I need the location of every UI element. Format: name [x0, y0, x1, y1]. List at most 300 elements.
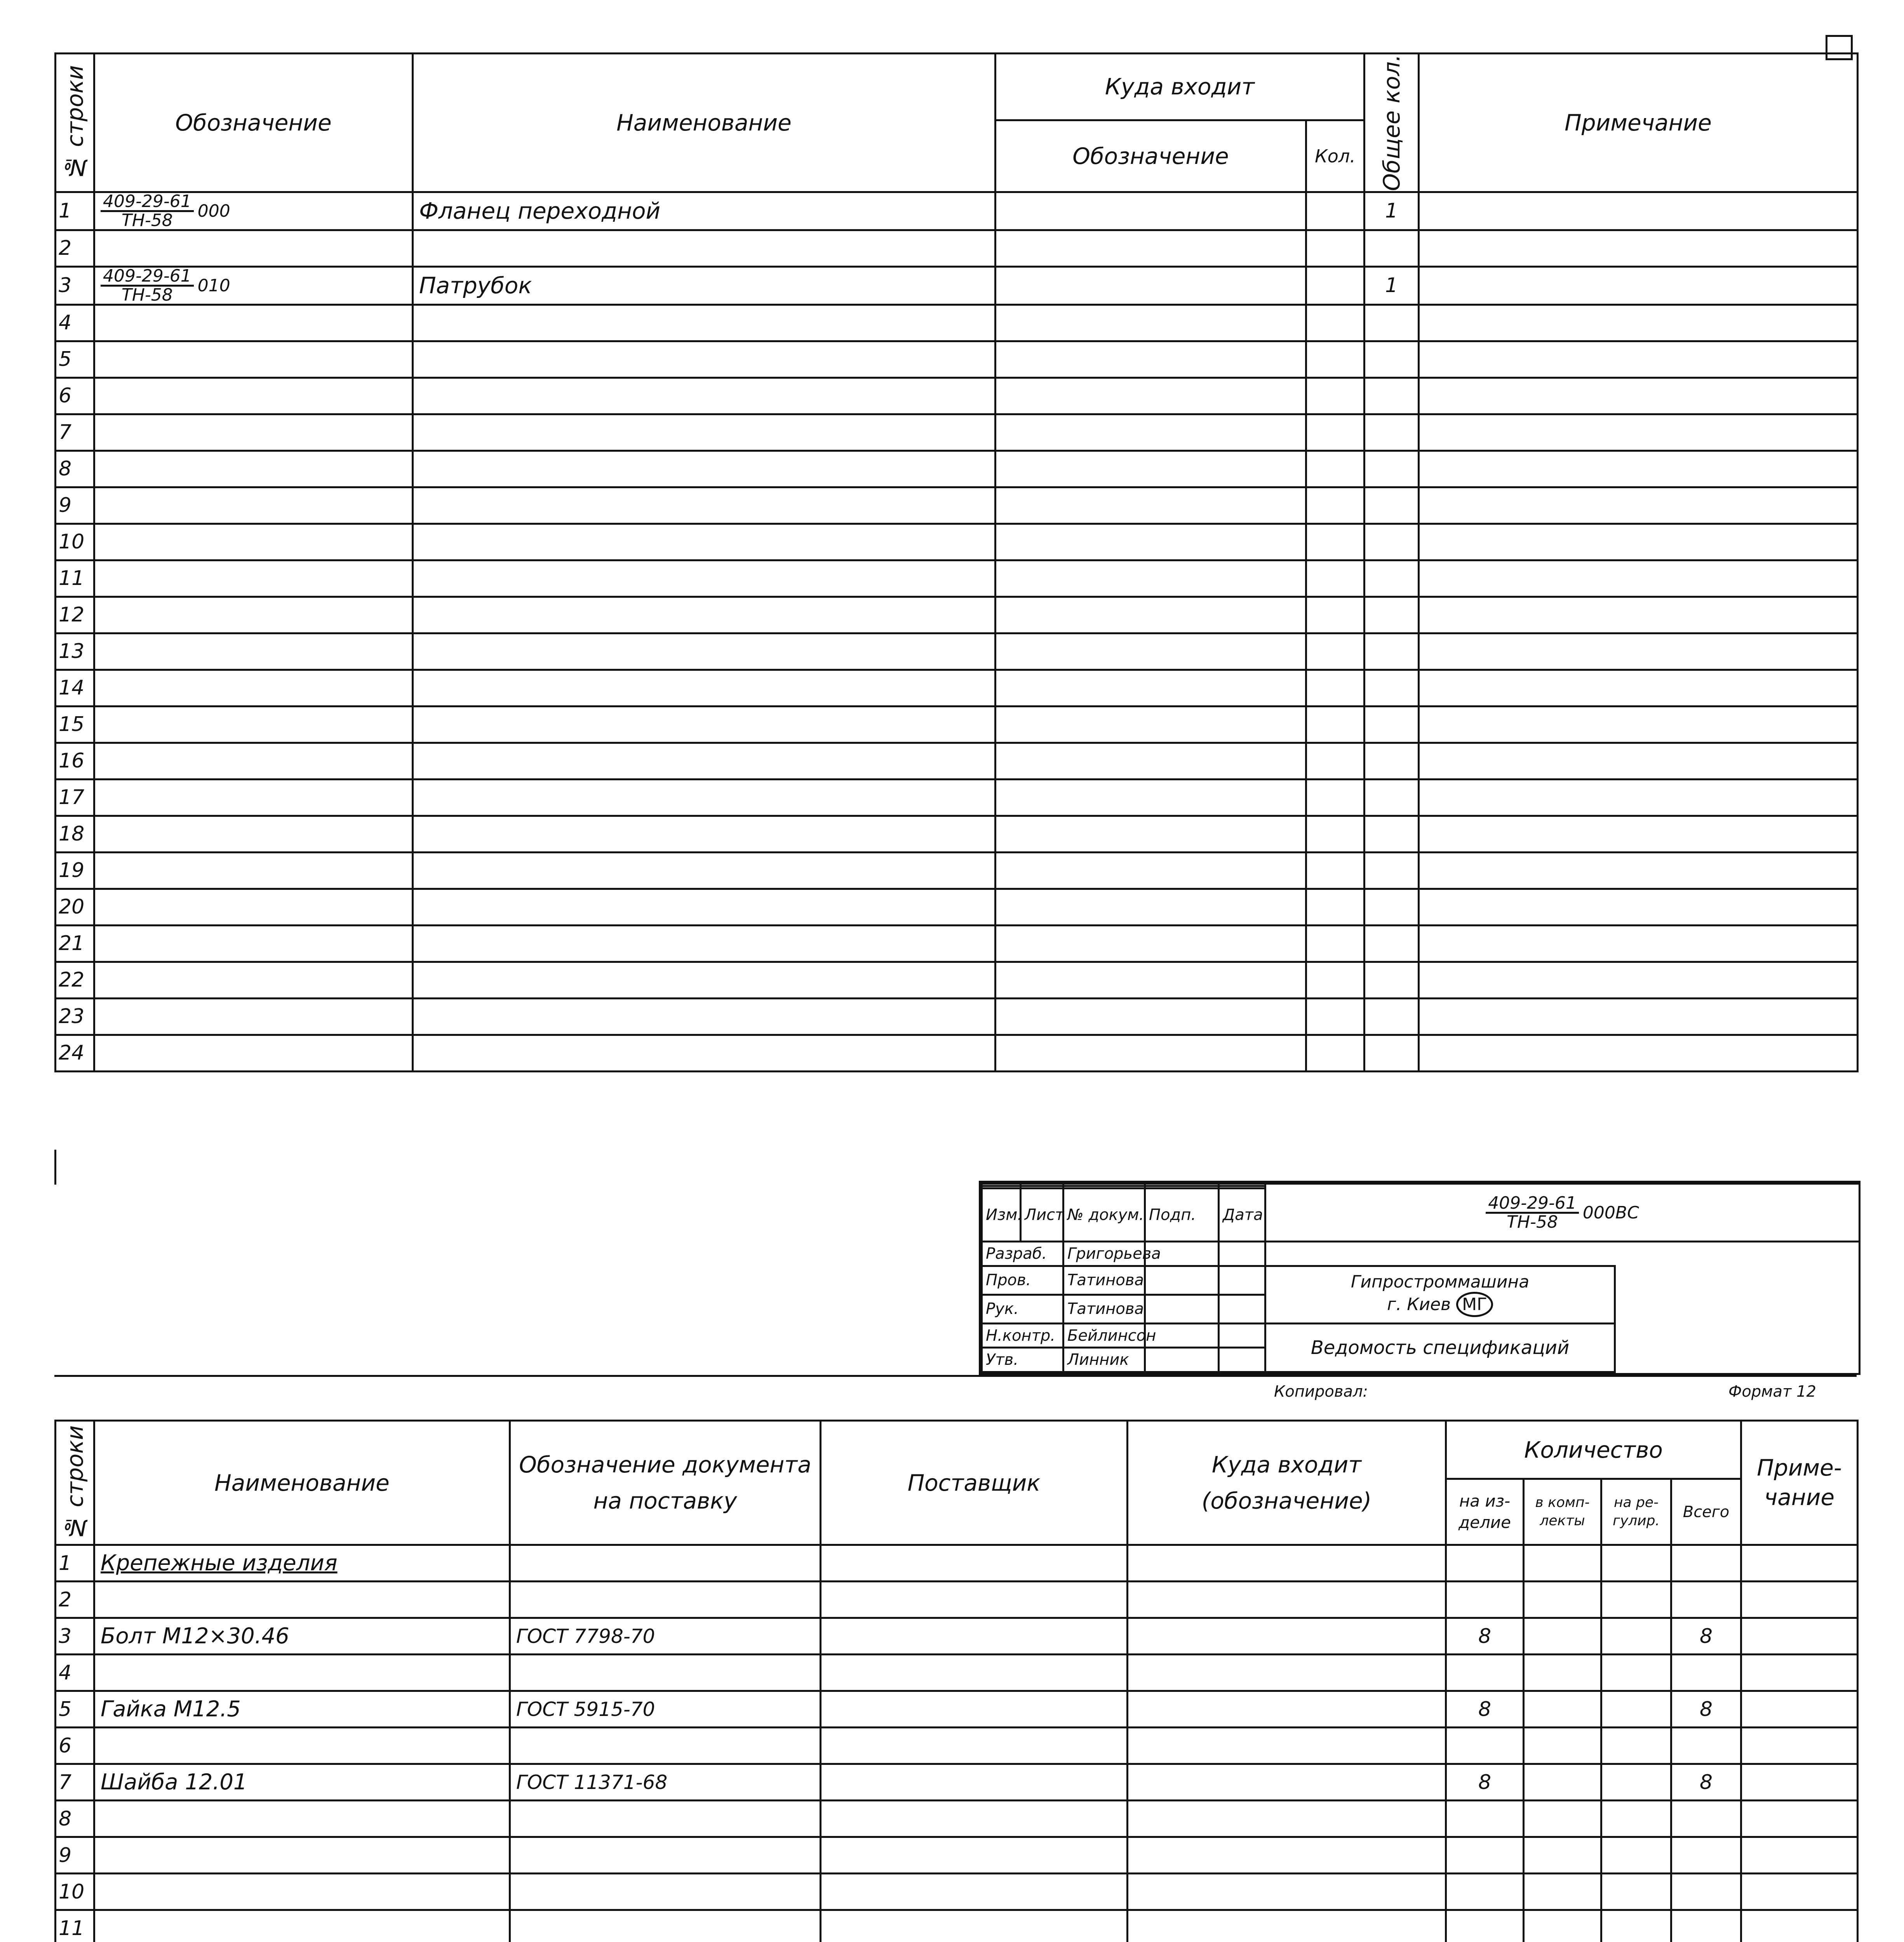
- where-qty-cell: [1306, 560, 1364, 597]
- note-cell: [1419, 451, 1858, 487]
- name-cell: [413, 816, 996, 852]
- header-designation: Обозначение: [94, 54, 413, 192]
- row-number: 19: [56, 852, 94, 889]
- stamp-date: [1219, 1242, 1265, 1266]
- table-row: [56, 779, 1858, 816]
- item-name-cell: Болт М12×30.46: [94, 1618, 510, 1655]
- note-cell: [1419, 597, 1858, 633]
- designation-cell: [94, 487, 413, 524]
- row-number: 23: [56, 998, 94, 1035]
- name-cell: [413, 305, 996, 341]
- copied-label: Копировал:: [1274, 1383, 1368, 1401]
- where-qty-cell: [1306, 743, 1364, 779]
- designation-cell: [94, 524, 413, 560]
- row-number: 14: [56, 670, 94, 706]
- header-note-2: Приме-чание: [1741, 1421, 1858, 1545]
- designation-fraction: [101, 268, 194, 304]
- where-cell: [1128, 1691, 1446, 1728]
- row-number: 5: [56, 1691, 94, 1728]
- item-name-cell: Шайба 12.01: [94, 1764, 510, 1801]
- header-row-no: № строки: [56, 54, 94, 192]
- purchased-items-rows: [56, 1545, 1858, 1942]
- where-cell: [1128, 1874, 1446, 1910]
- designation-numerator: 409-29-61: [101, 268, 194, 287]
- designation-cell: [94, 1035, 413, 1071]
- qty-total-cell: 8: [1671, 1691, 1741, 1728]
- item-name-cell: [94, 1728, 510, 1764]
- qty-total-cell: [1671, 1801, 1741, 1837]
- where-designation-cell: [996, 451, 1306, 487]
- designation-cell: [94, 597, 413, 633]
- where-designation-cell: [996, 670, 1306, 706]
- table-row: [56, 1691, 1858, 1728]
- note-cell: [1419, 341, 1858, 378]
- table-row: [56, 1801, 1858, 1837]
- where-qty-cell: [1306, 1035, 1364, 1071]
- item-name-cell: Крепежные изделия: [94, 1545, 510, 1582]
- name-cell: [413, 597, 996, 633]
- where-qty-cell: [1306, 998, 1364, 1035]
- qty-reg-cell: [1601, 1728, 1671, 1764]
- qty-total-cell: [1671, 1874, 1741, 1910]
- designation-cell: [94, 192, 413, 230]
- stamp1-code: [1265, 1184, 1860, 1242]
- row-number: 8: [56, 1801, 94, 1837]
- stamp-col-header: Изм.: [982, 1189, 1021, 1242]
- note-cell: [1419, 266, 1858, 305]
- qty-item-cell: 8: [1446, 1618, 1524, 1655]
- note-cell: [1419, 925, 1858, 962]
- note-cell: [1741, 1764, 1858, 1801]
- stamp-person: Линник: [1063, 1348, 1145, 1372]
- where-qty-cell: [1306, 670, 1364, 706]
- total-qty-cell: [1364, 852, 1419, 889]
- total-qty-cell: 1: [1364, 266, 1419, 305]
- note-cell: [1419, 378, 1858, 414]
- designation-cell: [94, 266, 413, 305]
- designation-suffix: 010: [197, 275, 230, 296]
- header-qty-total: Всего: [1671, 1479, 1741, 1545]
- stamp-signature: [1145, 1348, 1219, 1372]
- table-row: [56, 487, 1858, 524]
- total-qty-cell: [1364, 341, 1419, 378]
- header-qty-item: на из-делие: [1446, 1479, 1524, 1545]
- name-cell: [413, 706, 996, 743]
- supplier-cell: [821, 1545, 1128, 1582]
- where-qty-cell: [1306, 816, 1364, 852]
- table-row: [56, 1618, 1858, 1655]
- note-cell: [1419, 706, 1858, 743]
- row-number: 17: [56, 779, 94, 816]
- stamp1-code-suffix: 000ВС: [1582, 1202, 1639, 1223]
- row-number: 1: [56, 192, 94, 230]
- designation-cell: [94, 962, 413, 998]
- name-cell: [413, 743, 996, 779]
- header-total-qty: Общее кол.: [1364, 54, 1419, 192]
- row-number: 7: [56, 1764, 94, 1801]
- header-name: Наименование: [413, 54, 996, 192]
- total-qty-cell: [1364, 670, 1419, 706]
- row-number: 6: [56, 378, 94, 414]
- note-cell: [1419, 962, 1858, 998]
- designation-cell: [94, 670, 413, 706]
- qty-kit-cell: [1524, 1728, 1601, 1764]
- where-qty-cell: [1306, 487, 1364, 524]
- total-qty-cell: [1364, 706, 1419, 743]
- where-qty-cell: [1306, 706, 1364, 743]
- stamp-date: [1219, 1324, 1265, 1348]
- header-note: Примечание: [1419, 54, 1858, 192]
- header-supplier: Поставщик: [821, 1421, 1128, 1545]
- qty-kit-cell: [1524, 1910, 1601, 1942]
- note-cell: [1419, 524, 1858, 560]
- note-cell: [1419, 998, 1858, 1035]
- qty-reg-cell: [1601, 1874, 1671, 1910]
- designation-cell: [94, 743, 413, 779]
- stamp-role: Утв.: [982, 1348, 1063, 1372]
- qty-item-cell: [1446, 1801, 1524, 1837]
- qty-total-cell: [1671, 1655, 1741, 1691]
- total-qty-cell: [1364, 1035, 1419, 1071]
- table-row: [56, 670, 1858, 706]
- note-cell: [1741, 1545, 1858, 1582]
- qty-kit-cell: [1524, 1655, 1601, 1691]
- qty-total-cell: [1671, 1910, 1741, 1942]
- stamp-signature: [1145, 1324, 1219, 1348]
- stamp-date: [1219, 1348, 1265, 1372]
- where-qty-cell: [1306, 597, 1364, 633]
- name-cell: [413, 451, 996, 487]
- item-name-cell: [94, 1874, 510, 1910]
- stamp-role: Пров.: [982, 1266, 1063, 1295]
- qty-kit-cell: [1524, 1874, 1601, 1910]
- designation-cell: [94, 451, 413, 487]
- row-number: 11: [56, 1910, 94, 1942]
- title-block-1: [979, 1181, 1860, 1375]
- total-qty-cell: [1364, 230, 1419, 266]
- where-designation-cell: [996, 852, 1306, 889]
- qty-reg-cell: [1601, 1837, 1671, 1874]
- designation-suffix: 000: [197, 201, 230, 221]
- qty-reg-cell: [1601, 1545, 1671, 1582]
- supplier-cell: [821, 1618, 1128, 1655]
- where-qty-cell: [1306, 451, 1364, 487]
- where-designation-cell: [996, 266, 1306, 305]
- stamp-person: Григорьева: [1063, 1242, 1145, 1266]
- header-where: Куда входит (обозначение): [1128, 1421, 1446, 1545]
- purchased-items-table: [54, 1420, 1859, 1942]
- where-designation-cell: [996, 192, 1306, 230]
- where-qty-cell: [1306, 925, 1364, 962]
- note-cell: [1419, 633, 1858, 670]
- row-number: 11: [56, 560, 94, 597]
- table-row: [56, 1874, 1858, 1910]
- qty-reg-cell: [1601, 1582, 1671, 1618]
- note-cell: [1741, 1874, 1858, 1910]
- corner-mark: [1826, 35, 1853, 60]
- name-cell: [413, 962, 996, 998]
- note-cell: [1741, 1910, 1858, 1942]
- name-cell: [413, 414, 996, 451]
- row-number: 6: [56, 1728, 94, 1764]
- note-cell: [1419, 560, 1858, 597]
- table-row: [56, 1545, 1858, 1582]
- row-number: 22: [56, 962, 94, 998]
- doc-cell: [510, 1801, 821, 1837]
- stamp-date: [1219, 1266, 1265, 1295]
- row-number: 4: [56, 1655, 94, 1691]
- supplier-cell: [821, 1728, 1128, 1764]
- stamp-doc-type: Ведомость спецификаций: [1265, 1324, 1615, 1372]
- designation-cell: [94, 852, 413, 889]
- where-designation-cell: [996, 925, 1306, 962]
- stamp-date: [1219, 1295, 1265, 1323]
- row-number: 10: [56, 1874, 94, 1910]
- designation-cell: [94, 816, 413, 852]
- total-qty-cell: [1364, 414, 1419, 451]
- doc-cell: ГОСТ 5915-70: [510, 1691, 821, 1728]
- header-doc: Обозначение документа на поставку: [510, 1421, 821, 1545]
- qty-kit-cell: [1524, 1837, 1601, 1874]
- total-qty-cell: [1364, 378, 1419, 414]
- designation-cell: [94, 378, 413, 414]
- note-cell: [1419, 1035, 1858, 1071]
- where-qty-cell: [1306, 230, 1364, 266]
- name-cell: [413, 670, 996, 706]
- doc-cell: ГОСТ 11371-68: [510, 1764, 821, 1801]
- total-qty-cell: [1364, 889, 1419, 925]
- stamp-signature: [1145, 1295, 1219, 1323]
- where-cell: [1128, 1764, 1446, 1801]
- table-row: [56, 998, 1858, 1035]
- qty-total-cell: [1671, 1545, 1741, 1582]
- table-row: [56, 524, 1858, 560]
- where-designation-cell: [996, 597, 1306, 633]
- doc-cell: [510, 1582, 821, 1618]
- qty-reg-cell: [1601, 1655, 1671, 1691]
- item-name-cell: [94, 1837, 510, 1874]
- row-number: 13: [56, 633, 94, 670]
- format-label: Формат 12: [1728, 1383, 1816, 1401]
- stamp-col-header: Лист: [1021, 1189, 1063, 1242]
- name-cell: [413, 341, 996, 378]
- table-row: [56, 1728, 1858, 1764]
- item-name-cell: Гайка М12.5: [94, 1691, 510, 1728]
- total-qty-cell: [1364, 925, 1419, 962]
- doc-cell: [510, 1910, 821, 1942]
- header-where-used: Куда входит: [996, 54, 1364, 120]
- row-number: 5: [56, 341, 94, 378]
- qty-kit-cell: [1524, 1618, 1601, 1655]
- row-number: 20: [56, 889, 94, 925]
- row-number: 10: [56, 524, 94, 560]
- qty-item-cell: 8: [1446, 1691, 1524, 1728]
- table-row: [56, 414, 1858, 451]
- where-cell: [1128, 1655, 1446, 1691]
- stamp-role: Н.контр.: [982, 1324, 1063, 1348]
- org-city-line: [1269, 1292, 1611, 1317]
- table-row: [56, 1582, 1858, 1618]
- qty-kit-cell: [1524, 1545, 1601, 1582]
- table-row: [56, 451, 1858, 487]
- stamp-role: Разраб.: [982, 1242, 1063, 1266]
- name-cell: [413, 779, 996, 816]
- where-designation-cell: [996, 524, 1306, 560]
- name-cell: [413, 560, 996, 597]
- row-number: 15: [56, 706, 94, 743]
- table-row: [56, 1910, 1858, 1942]
- stamp-role: Рук.: [982, 1295, 1063, 1323]
- supplier-cell: [821, 1837, 1128, 1874]
- supplier-cell: [821, 1655, 1128, 1691]
- supplier-cell: [821, 1582, 1128, 1618]
- row-number: 2: [56, 230, 94, 266]
- where-designation-cell: [996, 230, 1306, 266]
- total-qty-cell: 1: [1364, 192, 1419, 230]
- qty-kit-cell: [1524, 1691, 1601, 1728]
- table-row: [56, 889, 1858, 925]
- note-cell: [1741, 1655, 1858, 1691]
- total-qty-cell: [1364, 597, 1419, 633]
- qty-total-cell: 8: [1671, 1618, 1741, 1655]
- doc-cell: [510, 1545, 821, 1582]
- stamp-signature: [1145, 1266, 1219, 1295]
- designation-denominator: ТН-58: [121, 285, 173, 305]
- qty-total-cell: [1671, 1837, 1741, 1874]
- where-cell: [1128, 1910, 1446, 1942]
- note-cell: [1419, 192, 1858, 230]
- note-cell: [1741, 1837, 1858, 1874]
- where-designation-cell: [996, 414, 1306, 451]
- qty-kit-cell: [1524, 1764, 1601, 1801]
- row-number: 7: [56, 414, 94, 451]
- table-row: [56, 1655, 1858, 1691]
- qty-reg-cell: [1601, 1764, 1671, 1801]
- total-qty-cell: [1364, 487, 1419, 524]
- qty-item-cell: [1446, 1728, 1524, 1764]
- where-designation-cell: [996, 998, 1306, 1035]
- where-designation-cell: [996, 743, 1306, 779]
- where-designation-cell: [996, 1035, 1306, 1071]
- qty-total-cell: [1671, 1728, 1741, 1764]
- qty-item-cell: [1446, 1910, 1524, 1942]
- table-row: [56, 962, 1858, 998]
- where-qty-cell: [1306, 779, 1364, 816]
- designation-cell: [94, 305, 413, 341]
- row-number: 1: [56, 1545, 94, 1582]
- total-qty-cell: [1364, 779, 1419, 816]
- item-name-cell: [94, 1582, 510, 1618]
- table-row: [56, 378, 1858, 414]
- org-city: г. Киев: [1387, 1295, 1451, 1315]
- doc-cell: [510, 1837, 821, 1874]
- table-row: [56, 852, 1858, 889]
- where-qty-cell: [1306, 378, 1364, 414]
- doc-cell: ГОСТ 7798-70: [510, 1618, 821, 1655]
- org-logo: МГ: [1456, 1292, 1493, 1317]
- supplier-cell: [821, 1874, 1128, 1910]
- note-cell: [1741, 1728, 1858, 1764]
- note-cell: [1741, 1691, 1858, 1728]
- qty-item-cell: [1446, 1874, 1524, 1910]
- specification-list-table: [54, 52, 1859, 1072]
- name-cell: [413, 487, 996, 524]
- total-qty-cell: [1364, 451, 1419, 487]
- table-row: [56, 266, 1858, 305]
- designation-cell: [94, 633, 413, 670]
- qty-kit-cell: [1524, 1582, 1601, 1618]
- header-row-no-2: № строки: [56, 1421, 94, 1545]
- qty-total-cell: 8: [1671, 1764, 1741, 1801]
- supplier-cell: [821, 1764, 1128, 1801]
- qty-kit-cell: [1524, 1801, 1601, 1837]
- qty-total-cell: [1671, 1582, 1741, 1618]
- qty-item-cell: [1446, 1582, 1524, 1618]
- designation-cell: [94, 230, 413, 266]
- where-cell: [1128, 1728, 1446, 1764]
- where-designation-cell: [996, 962, 1306, 998]
- note-cell: [1419, 779, 1858, 816]
- org-name: Гипростроммашина: [1351, 1272, 1530, 1292]
- table-row: [56, 1035, 1858, 1071]
- qty-reg-cell: [1601, 1691, 1671, 1728]
- row-number: 9: [56, 487, 94, 524]
- row-number: 4: [56, 305, 94, 341]
- qty-reg-cell: [1601, 1801, 1671, 1837]
- note-cell: [1419, 487, 1858, 524]
- where-designation-cell: [996, 560, 1306, 597]
- total-qty-cell: [1364, 633, 1419, 670]
- name-cell: [413, 889, 996, 925]
- row-number: 21: [56, 925, 94, 962]
- table-row: [56, 743, 1858, 779]
- total-qty-cell: [1364, 743, 1419, 779]
- where-cell: [1128, 1801, 1446, 1837]
- where-qty-cell: [1306, 414, 1364, 451]
- row-number: 8: [56, 451, 94, 487]
- where-qty-cell: [1306, 962, 1364, 998]
- where-qty-cell: [1306, 889, 1364, 925]
- qty-item-cell: 8: [1446, 1764, 1524, 1801]
- note-cell: [1741, 1618, 1858, 1655]
- stamp-person: Татинова: [1063, 1295, 1145, 1323]
- header-where-qty: Кол.: [1306, 120, 1364, 192]
- note-cell: [1419, 305, 1858, 341]
- doc-cell: [510, 1728, 821, 1764]
- name-cell: [413, 378, 996, 414]
- where-qty-cell: [1306, 852, 1364, 889]
- row-number: 12: [56, 597, 94, 633]
- specification-rows: [56, 192, 1858, 1071]
- header-qty-kit: в комп-лекты: [1524, 1479, 1601, 1545]
- note-cell: [1419, 852, 1858, 889]
- separator-line: [54, 1375, 1857, 1377]
- note-cell: [1419, 670, 1858, 706]
- designation-denominator: ТН-58: [121, 210, 173, 230]
- table-row: [56, 633, 1858, 670]
- designation-numerator: 409-29-61: [101, 193, 194, 212]
- designation-cell: [94, 998, 413, 1035]
- row-number: 3: [56, 266, 94, 305]
- designation-cell: [94, 779, 413, 816]
- stamp-person: Татинова: [1063, 1266, 1145, 1295]
- stamp-col-header: Дата: [1219, 1189, 1265, 1242]
- where-cell: [1128, 1618, 1446, 1655]
- name-cell: [413, 633, 996, 670]
- where-designation-cell: [996, 779, 1306, 816]
- total-qty-cell: [1364, 305, 1419, 341]
- table-row: [56, 305, 1858, 341]
